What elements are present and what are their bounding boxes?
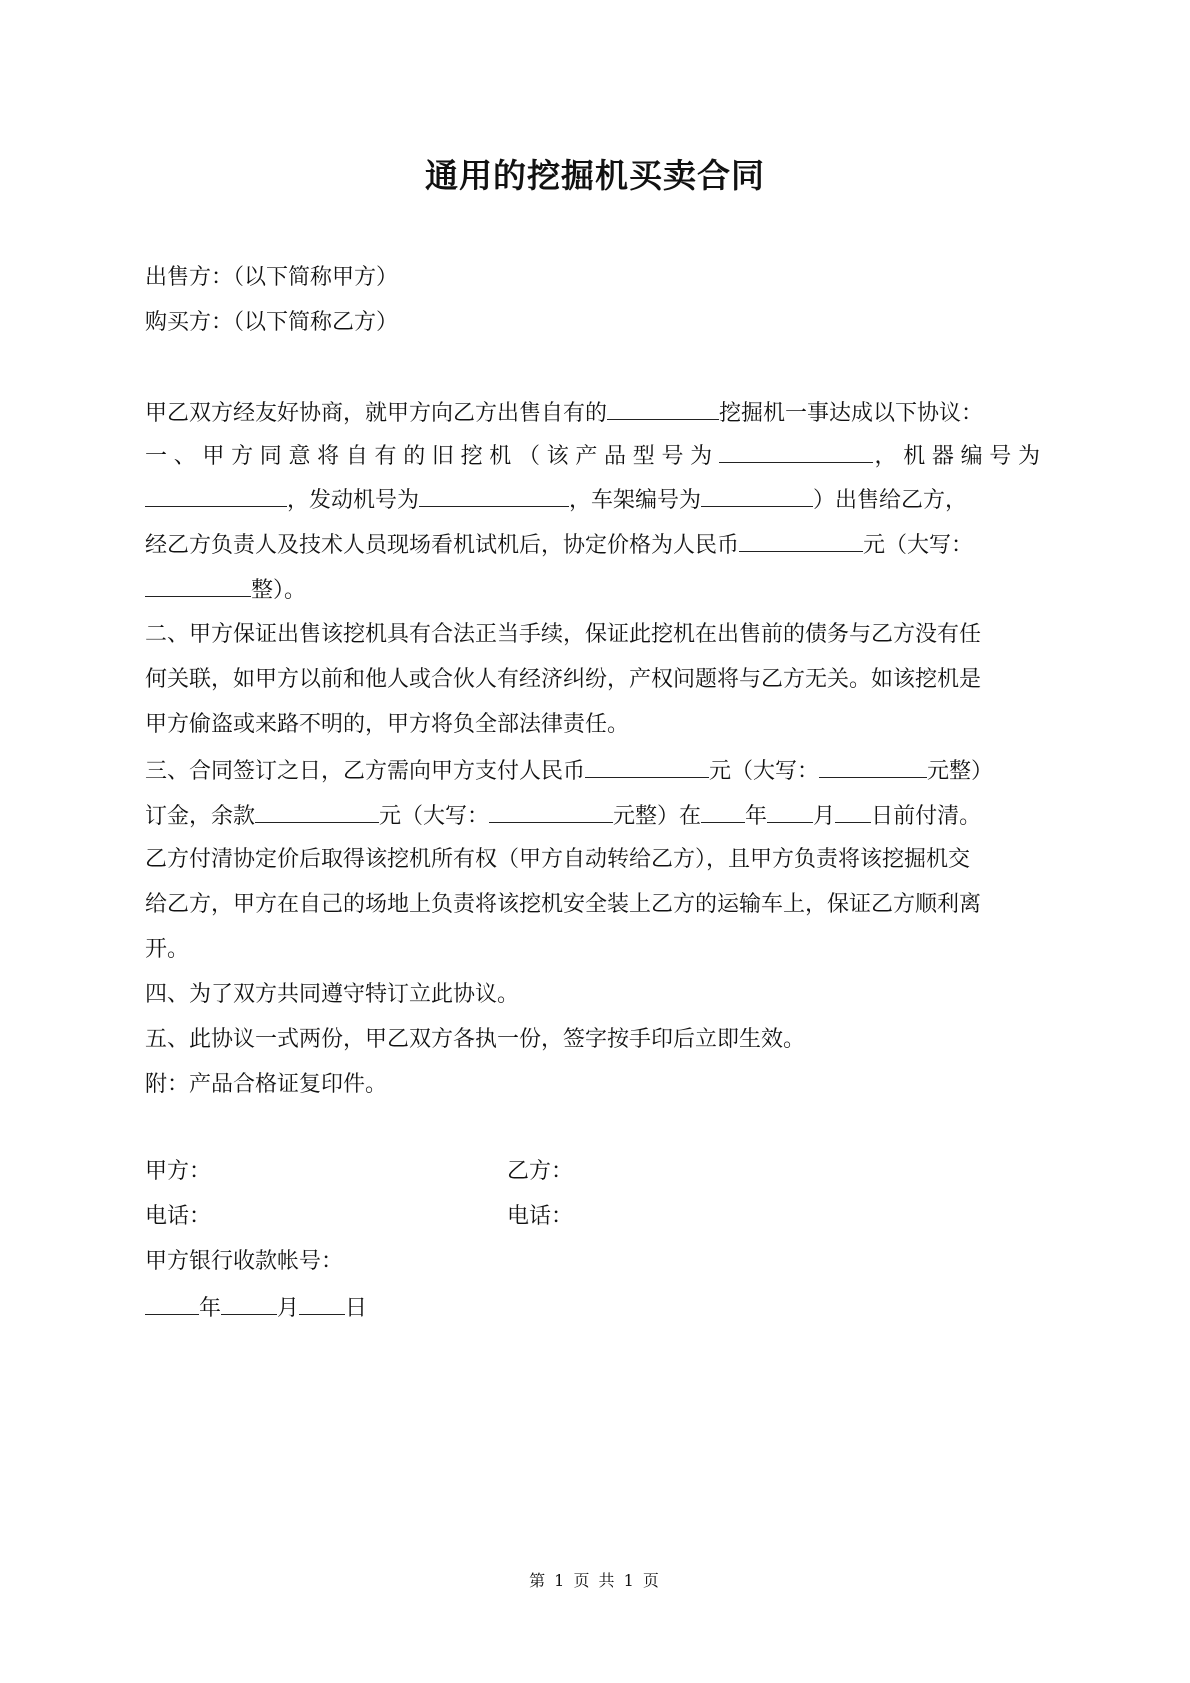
clause1-line3	[145, 529, 1045, 561]
blank-machine-number	[145, 484, 287, 507]
blank-sign-day	[299, 1292, 345, 1315]
clause1-text-4a: 整）。	[251, 578, 307, 603]
clause3-line5: 开。	[145, 937, 190, 962]
clause1-text-2a: ，发动机号为	[287, 488, 420, 513]
blank-balance-uppercase	[489, 800, 613, 823]
page-footer: 第 1 页 共 1 页	[529, 1571, 661, 1590]
clause3-text-2c: 元整）在	[613, 804, 702, 829]
intro-line	[145, 397, 1045, 429]
clause3-text-1a: 三、合同签订之日，乙方需向甲方支付人民币	[145, 759, 586, 784]
clause1-text-1b: ，机器编号为	[872, 444, 1045, 469]
clause4-line: 四、为了双方共同遵守特订立此协议。	[145, 982, 520, 1007]
clause1-text-3a: 经乙方负责人及技术人员现场看机试机后，协定价格为人民币	[145, 533, 740, 558]
bank-account-line: 甲方银行收款帐号：	[145, 1249, 344, 1274]
clause2-line2: 何关联，如甲方以前和他人或合伙人有经济纠纷，产权问题将与乙方无关。如该挖机是	[145, 667, 982, 692]
clause3-text-2a: 订金，余款	[145, 804, 256, 829]
clause5-line: 五、此协议一式两份，甲乙双方各执一份，签字按手印后立即生效。	[145, 1027, 806, 1052]
blank-deposit-uppercase	[819, 755, 927, 778]
blank-engine-number	[419, 484, 569, 507]
document-title: 通用的挖掘机买卖合同	[425, 156, 765, 195]
clause2-line3: 甲方偷盗或来路不明的，甲方将负全部法律责任。	[145, 712, 630, 737]
sign-day-label: 日	[345, 1296, 368, 1321]
blank-frame-number	[701, 484, 813, 507]
clause1-text-3b: 元（大写：	[863, 533, 974, 558]
sign-year-label: 年	[199, 1296, 222, 1321]
buyer-line: 购买方：（以下简称乙方）	[145, 310, 399, 335]
blank-deposit-amount	[585, 755, 709, 778]
seller-line: 出售方：（以下简称甲方）	[145, 265, 399, 290]
blank-excavator-type	[607, 397, 719, 420]
clause3-text-2b: 元（大写：	[379, 804, 490, 829]
clause3-line4: 给乙方，甲方在自己的场地上负责将该挖机安全装上乙方的运输车上，保证乙方顺利离	[145, 892, 982, 917]
signing-date-line	[145, 1292, 1045, 1324]
blank-balance-amount	[255, 800, 379, 823]
party-a-phone: 电话：	[145, 1204, 212, 1229]
sign-month-label: 月	[277, 1296, 300, 1321]
blank-sign-month	[221, 1292, 277, 1315]
blank-sign-year	[145, 1292, 199, 1315]
clause1-line4	[145, 574, 1045, 606]
clause3-line1	[145, 755, 1045, 787]
clause3-text-1b: 元（大写：	[709, 759, 820, 784]
blank-price-uppercase	[145, 574, 251, 597]
clause1-text-1a: 一、甲方同意将自有的旧挖机（该产品型号为	[145, 444, 719, 469]
clause3-line2	[145, 800, 1045, 832]
clause3-line3: 乙方付清协定价后取得该挖机所有权（甲方自动转给乙方），且甲方负责将该挖掘机交	[145, 847, 971, 872]
blank-due-year	[701, 800, 745, 823]
party-a-signature: 甲方：	[145, 1159, 212, 1184]
blank-model-number	[719, 440, 873, 463]
blank-due-month	[767, 800, 813, 823]
intro-text-b: 挖掘机一事达成以下协议：	[719, 401, 984, 426]
clause3-text-2d: 年	[745, 804, 768, 829]
attachment-line: 附：产品合格证复印件。	[145, 1072, 388, 1097]
clause3-text-2f: 日前付清。	[871, 804, 982, 829]
clause1-line2	[145, 484, 1045, 516]
blank-agreed-price	[739, 529, 863, 552]
blank-due-day	[835, 800, 871, 823]
clause1-text-2b: ，车架编号为	[569, 488, 702, 513]
clause1-line1	[145, 440, 1045, 472]
clause3-text-2e: 月	[813, 804, 836, 829]
clause1-text-2c: ）出售给乙方，	[813, 488, 968, 513]
party-b-phone: 电话：	[507, 1204, 574, 1229]
party-b-signature: 乙方：	[507, 1159, 574, 1184]
clause2-line1: 二、甲方保证出售该挖机具有合法正当手续，保证此挖机在出售前的债务与乙方没有任	[145, 622, 982, 647]
intro-text-a: 甲乙双方经友好协商，就甲方向乙方出售自有的	[145, 401, 608, 426]
clause3-text-1c: 元整）	[927, 759, 994, 784]
